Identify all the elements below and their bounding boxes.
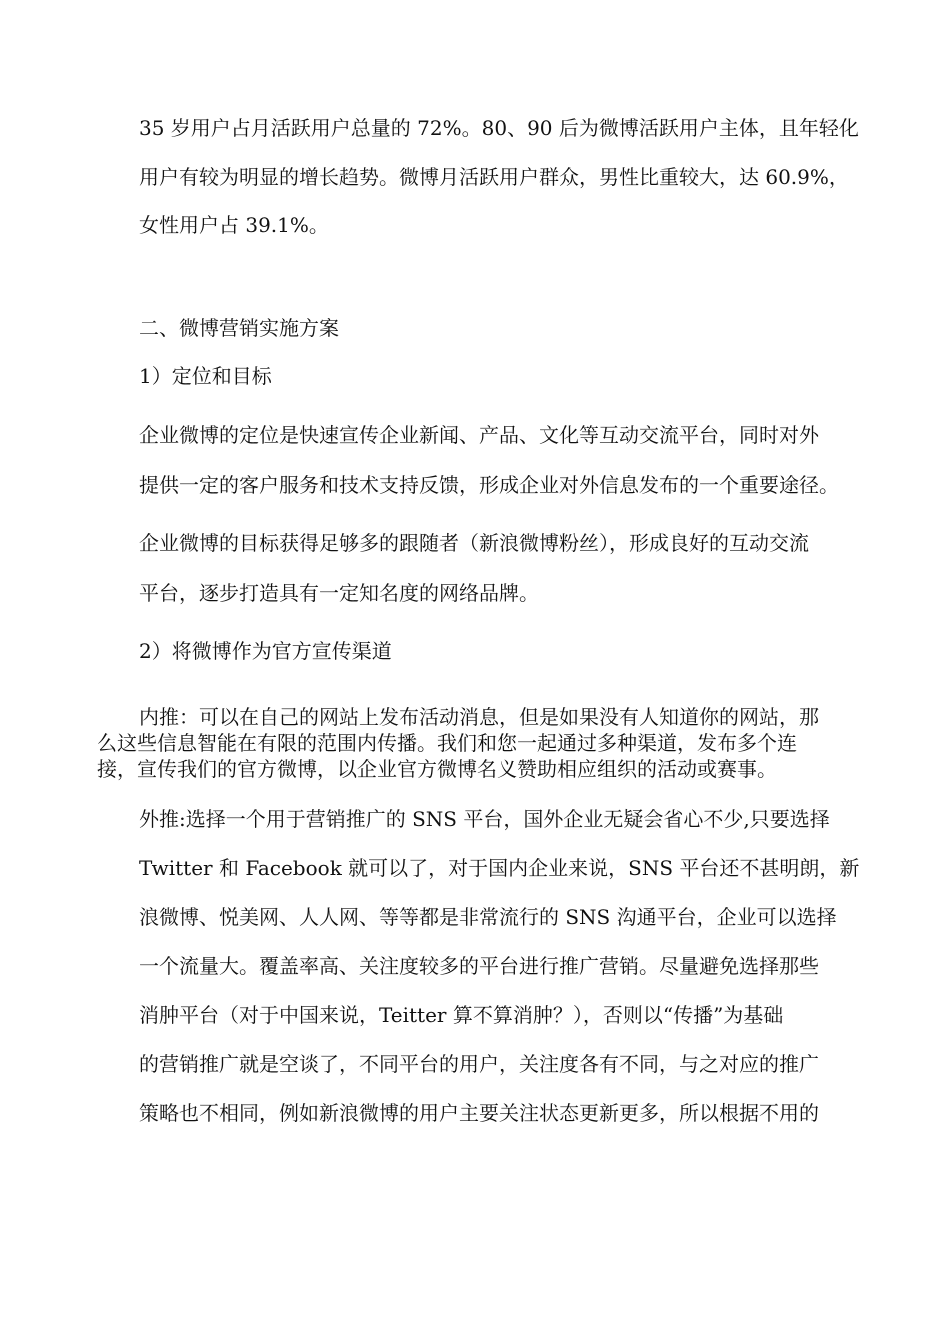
paragraph-5-line-4: 一个流量大。覆盖率高、关注度较多的平台进行推广营销。尽量避免选择那些 bbox=[139, 954, 819, 978]
paragraph-5-line-2: Twitter 和 Facebook 就可以了，对于国内企业来说，SNS 平台还不甚明朗，新 bbox=[139, 856, 860, 880]
paragraph-4-line-3: 接，宣传我们的官方微博，以企业官方微博名义赞助相应组织的活动或赛事。 bbox=[97, 757, 777, 781]
paragraph-1-line-1: 35 岁用户占月活跃用户总量的 72%。80、90 后为微博活跃用户主体，且年轻化 bbox=[139, 116, 859, 140]
paragraph-1-line-3: 女性用户占 39.1%。 bbox=[139, 213, 329, 237]
paragraph-5-line-7: 策略也不相同，例如新浪微博的用户主要关注状态更新更多，所以根据不用的 bbox=[139, 1101, 819, 1125]
paragraph-2-line-2: 提供一定的客户服务和技术支持反馈，形成企业对外信息发布的一个重要途径。 bbox=[139, 473, 839, 497]
paragraph-4-line-1: 内推：可以在自己的网站上发布活动消息，但是如果没有人知道你的网站，那 bbox=[139, 705, 819, 729]
subsection-title-1: 1）定位和目标 bbox=[139, 364, 272, 388]
paragraph-3-line-2: 平台，逐步打造具有一定知名度的网络品牌。 bbox=[139, 581, 539, 605]
paragraph-5-line-6: 的营销推广就是空谈了，不同平台的用户，关注度各有不同，与之对应的推广 bbox=[139, 1052, 819, 1076]
paragraph-4-line-2: 么这些信息智能在有限的范围内传播。我们和您一起通过多种渠道，发布多个连 bbox=[97, 731, 797, 755]
paragraph-5-line-5: 消肿平台（对于中国来说，Teitter 算不算消肿？），否则以“传播”为基础 bbox=[139, 1003, 784, 1027]
paragraph-2-line-1: 企业微博的定位是快速宣传企业新闻、产品、文化等互动交流平台，同时对外 bbox=[139, 423, 819, 447]
paragraph-5-line-3: 浪微博、悦美网、人人网、等等都是非常流行的 SNS 沟通平台，企业可以选择 bbox=[139, 905, 837, 929]
paragraph-5-line-1: 外推:选择一个用于营销推广的 SNS 平台，国外企业无疑会省心不少,只要选择 bbox=[139, 807, 830, 831]
paragraph-1-line-2: 用户有较为明显的增长趋势。微博月活跃用户群众，男性比重较大，达 60.9%， bbox=[139, 165, 849, 189]
section-title: 二、微博营销实施方案 bbox=[139, 316, 339, 340]
subsection-title-2: 2）将微博作为官方宣传渠道 bbox=[139, 639, 392, 663]
paragraph-3-line-1: 企业微博的目标获得足够多的跟随者（新浪微博粉丝），形成良好的互动交流 bbox=[139, 531, 809, 555]
